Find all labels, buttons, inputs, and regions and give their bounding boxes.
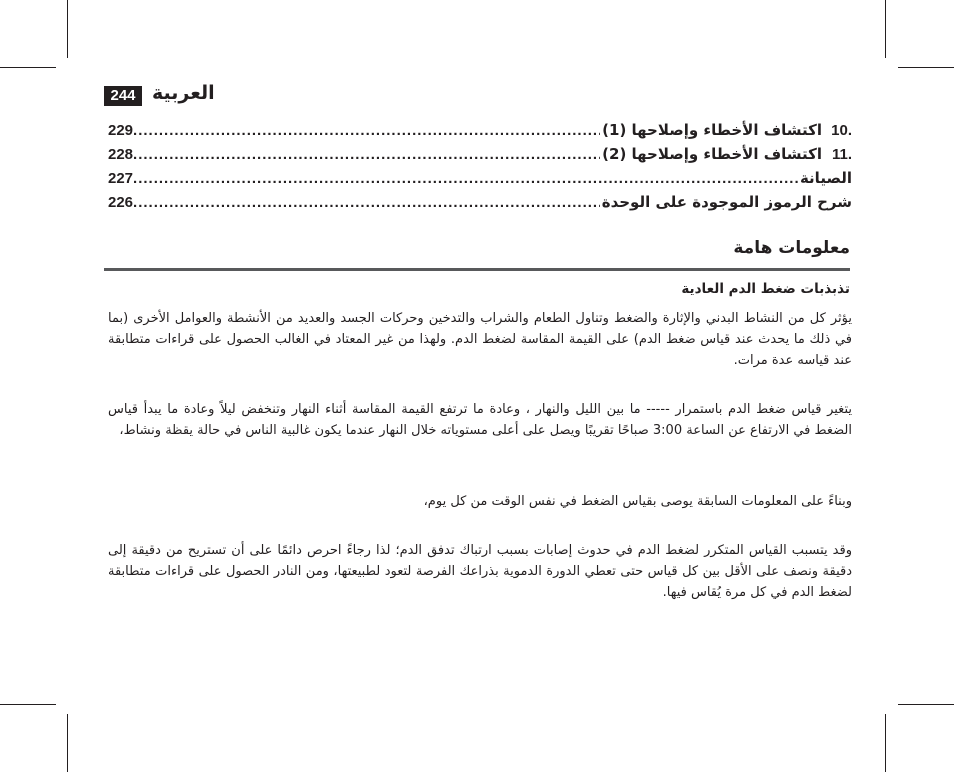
crop-mark [0,67,56,68]
toc-entry-title: شرح الرموز الموجودة على الوحدة [601,193,852,211]
toc-entry[interactable] [108,121,852,145]
toc-entry-title: الصيانة [799,169,852,187]
paragraph: يتغير قياس ضغط الدم باستمرار ----- ما بين الليل والنهار ، وعادة ما ترتفع القيمة المقاسة أثناء النهار وتنخفض ليلاً وعادة ما يبدأ قياس الضغط في الارتفاع عن الساعة 3:00 صباحًا تقريبًا ويصل على أعلى مستوياته خلال النهار عندما يكون غالبية الناس في حالة يقظة ونشاط، [108,402,852,438]
crop-mark [885,714,886,772]
page-number: 244 [104,86,142,106]
crop-mark [885,0,886,58]
crop-mark [0,704,56,705]
paragraph: يؤثر كل من النشاط البدني والإثارة والضغط وتناول الطعام والشراب والتدخين وحركات الجسد والعديد من الأنشطة والعوامل الأخرى (بما في ذلك ما يحدث عند قياس ضغط الدم) على القيمة المقاسة لضغط الدم. ولهذا من غير المعتاد في الغالب الحصول على قراءات متطابقة عند قياسه عدة مرات. [108,311,852,368]
table-of-contents [108,121,852,217]
toc-leader [133,146,600,163]
section-divider [104,268,850,271]
crop-mark [67,0,68,58]
toc-leader [133,194,600,211]
toc-entry-page: 227 [108,170,134,187]
page-header [104,80,215,106]
toc-leader [133,122,600,139]
paragraph: وبناءً على المعلومات السابقة يوصى بقياس الضغط في نفس الوقت من كل يوم، [423,494,852,509]
toc-entry-number: .11 [831,146,852,163]
crop-mark [898,67,954,68]
toc-entry[interactable] [108,169,852,193]
toc-entry-number: .10 [831,122,852,139]
paragraph: وقد يتسبب القياس المتكرر لضغط الدم في حدوث إصابات بسبب ارتباك تدفق الدم؛ لذا رجاءً احرص دائمًا على أن تستريح من دقيقة إلى دقيقة ونصف على الأقل بين كل قياس حتى تعطي الدورة الدموية بذراعك الفرصة لتعود لطبيعتها، ومن النادر الحصول على قراءات متطابقة لضغط الدم في كل مرة يُقاس فيها. [108,543,852,600]
toc-entry[interactable] [108,145,852,169]
toc-leader [133,170,798,187]
section-subtitle: تذبذبات ضغط الدم العادية [681,281,850,297]
toc-entry-page: 228 [108,146,134,163]
language-label: العربية [152,82,215,104]
toc-entry-page: 226 [108,194,134,211]
toc-entry-title: اكتشاف الأخطاء وإصلاحها (2) [602,145,822,163]
crop-mark [67,714,68,772]
toc-entry-page: 229 [108,122,134,139]
toc-entry-title: اكتشاف الأخطاء وإصلاحها (1) [602,121,822,139]
crop-mark [898,704,954,705]
toc-entry[interactable] [108,193,852,217]
section-title: معلومات هامة [733,238,850,258]
